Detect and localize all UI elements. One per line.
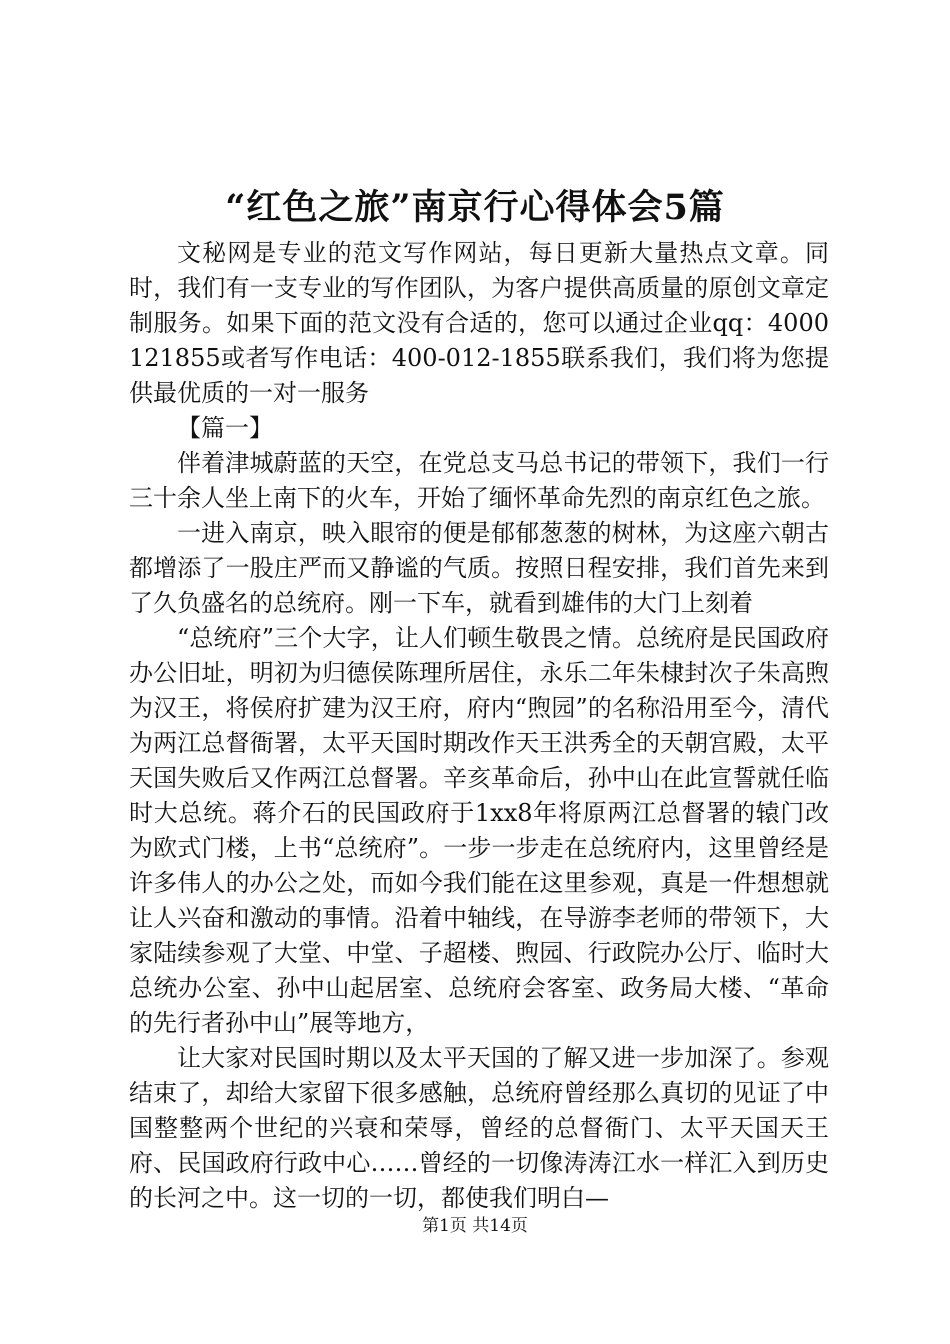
page-number-footer: 第1页 共14页 [422, 1216, 528, 1236]
section-heading: 【篇一】 [177, 414, 273, 442]
body-paragraph: 伴着津城蔚蓝的天空，在党总支马总书记的带领下，我们一行三十余人坐上南下的火车，开始了缅怀革命先烈的南京红色之旅。 [129, 449, 829, 512]
document-title: “红色之旅”南京行心得体会5篇 [225, 187, 725, 228]
document-body [129, 236, 829, 1216]
body-paragraph: 一进入南京，映入眼帘的便是郁郁葱葱的树林，为这座六朝古都增添了一股庄严而又静谧的气质。按照日程安排，我们首先来到了久负盛名的总统府。刚一下车，就看到雄伟的大门上刻着 [129, 519, 829, 617]
body-paragraph: “总统府”三个大字，让人们顿生敬畏之情。总统府是民国政府办公旧址，明初为归德侯陈理所居住，永乐二年朱棣封次子朱高煦为汉王，将侯府扩建为汉王府，府内“煦园”的名称沿用至今，清代为两江总督衙署，太平天国时期改作天王洪秀全的天朝宫殿，太平天国失败后又作两江总督署。辛亥革命后，孙中山在此宣誓就任临时大总统。蒋介石的民国政府于1xx8年将原两江总督署的辕门改为欧式门楼，上书“总统府”。一步一步走在总统府内，这里曾经是许多伟人的办公之处，而如今我们能在这里参观，真是一件想想就让人兴奋和激动的事情。沿着中轴线，在导游李老师的带领下，大家陆续参观了大堂、中堂、子超楼、煦园、行政院办公厅、临时大总统办公室、孙中山起居室、总统府会客室、政务局大楼、“革命的先行者孙中山”展等地方， [129, 624, 829, 1037]
body-paragraph: 让大家对民国时期以及太平天国的了解又进一步加深了。参观结束了，却给大家留下很多感触，总统府曾经那么真切的见证了中国整整两个世纪的兴衰和荣辱，曾经的总督衙门、太平天国天王府、民国政府行政中心……曾经的一切像涛涛江水一样汇入到历史的长河之中。这一切的一切，都使我们明白— [129, 1044, 829, 1212]
intro-paragraph: 文秘网是专业的范文写作网站，每日更新大量热点文章。同时，我们有一支专业的写作团队，为客户提供高质量的原创文章定制服务。如果下面的范文没有合适的，您可以通过企业qq：4000121855或者写作电话：400-012-1855联系我们，我们将为您提供最优质的一对一服务 [129, 239, 829, 407]
